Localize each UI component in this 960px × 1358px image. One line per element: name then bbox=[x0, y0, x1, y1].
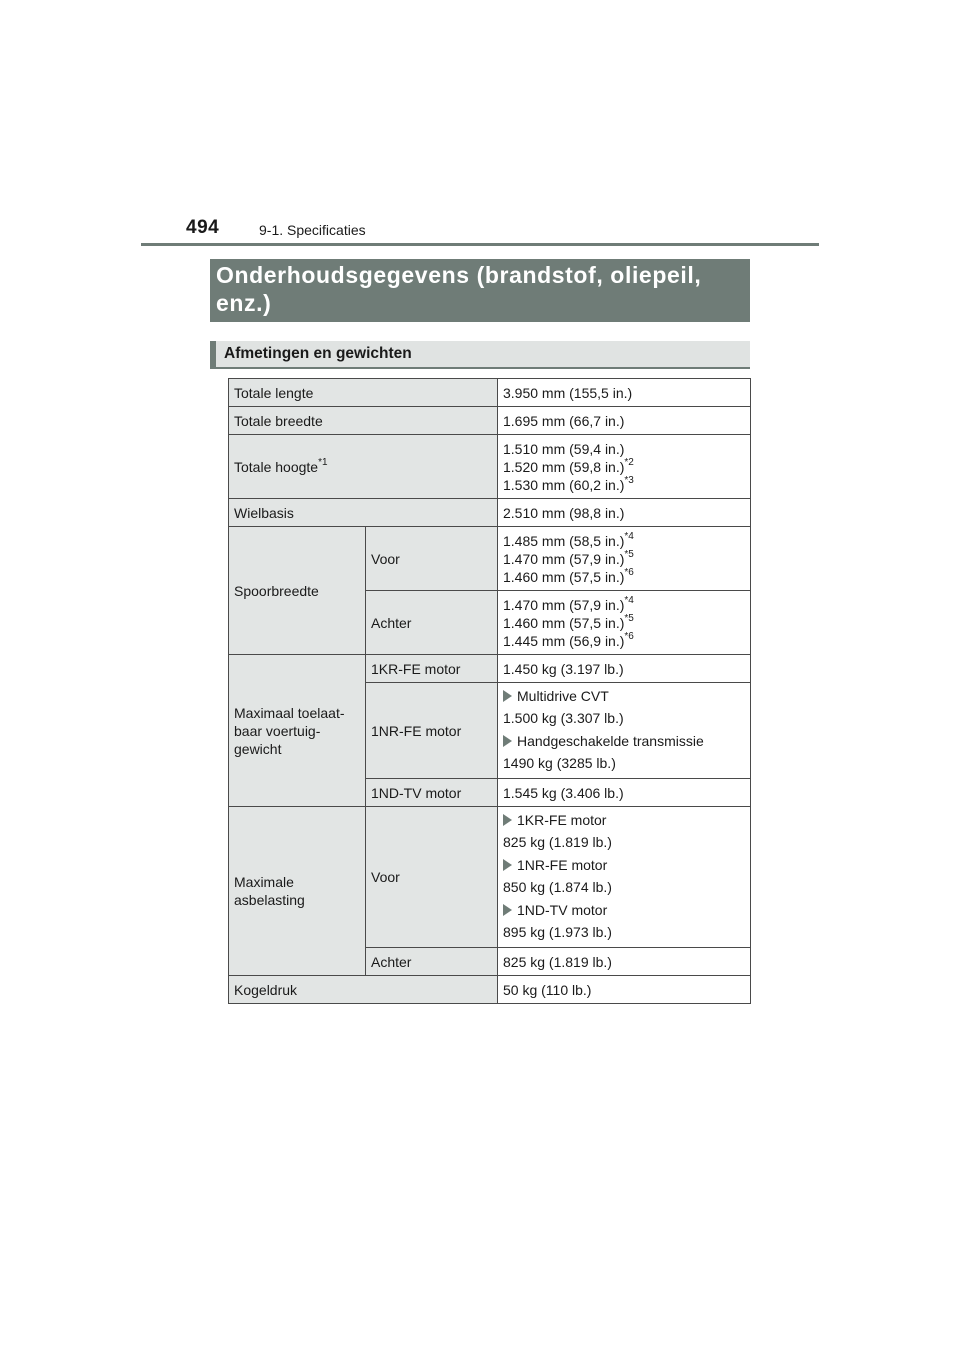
footnote-marker: *1 bbox=[318, 456, 328, 468]
group-label: Maximaal toelaat- baar voertuig- gewicht bbox=[229, 655, 366, 807]
footnote-marker: *3 bbox=[624, 474, 634, 486]
bullet-value: 1490 kg (3285 lb.) bbox=[503, 755, 616, 771]
value-line: 1.530 mm (60,2 in.)$^{*3}$ bbox=[503, 474, 634, 493]
header-divider bbox=[141, 243, 819, 246]
bullet-value: 825 kg (1.819 lb.) bbox=[503, 834, 612, 850]
footnote-marker: *2 bbox=[624, 456, 634, 468]
bullet-item: Multidrive CVT bbox=[503, 687, 745, 705]
value-line: 1.520 mm (59,8 in.)$^{*2}$ bbox=[503, 456, 634, 475]
row-sublabel: Voor bbox=[366, 807, 498, 948]
bullet-item: 1ND-TV motor bbox=[503, 901, 745, 919]
footnote-marker: *5 bbox=[624, 548, 634, 560]
value-line: 1.460 mm (57,5 in.)$^{*5}$ bbox=[503, 612, 634, 631]
row-value bbox=[498, 435, 751, 499]
row-value bbox=[498, 683, 751, 779]
bullet-value: 850 kg (1.874 lb.) bbox=[503, 879, 612, 895]
section-title: Onderhoudsgegevens (brandstof, oliepeil, enz.) bbox=[210, 259, 750, 322]
footnote-marker: *4 bbox=[624, 530, 634, 542]
row-sublabel: 1KR-FE motor bbox=[366, 655, 498, 683]
arrow-bullet-icon bbox=[503, 904, 512, 916]
row-label: Wielbasis bbox=[229, 499, 498, 527]
row-value: 3.950 mm (155,5 in.) bbox=[498, 379, 751, 407]
arrow-bullet-icon bbox=[503, 859, 512, 871]
table-row bbox=[229, 655, 751, 683]
value-line: 1.470 mm (57,9 in.)$^{*5}$ bbox=[503, 548, 634, 567]
table-row bbox=[229, 807, 751, 948]
footnote-marker: *4 bbox=[624, 594, 634, 606]
row-label: Totale lengte bbox=[229, 379, 498, 407]
bullet-value: 1.500 kg (3.307 lb.) bbox=[503, 710, 624, 726]
bullet-item: Handgeschakelde transmissie bbox=[503, 732, 745, 750]
row-sublabel: Achter bbox=[366, 591, 498, 655]
value-line: 1.510 mm (59,4 in.) bbox=[503, 440, 625, 457]
value-line: 1.445 mm (56,9 in.)$^{*6}$ bbox=[503, 630, 634, 649]
row-value: 825 kg (1.819 lb.) bbox=[498, 948, 751, 976]
table-row bbox=[229, 976, 751, 1004]
specifications-table bbox=[228, 378, 751, 1004]
value-line: 1.460 mm (57,5 in.)$^{*6}$ bbox=[503, 566, 634, 585]
section-reference: 9-1. Specificaties bbox=[259, 222, 366, 238]
row-sublabel: 1ND-TV motor bbox=[366, 779, 498, 807]
table-row bbox=[229, 527, 751, 591]
bullet-value: 895 kg (1.973 lb.) bbox=[503, 924, 612, 940]
row-label: Kogeldruk bbox=[229, 976, 498, 1004]
table-row bbox=[229, 499, 751, 527]
row-value: 1.545 kg (3.406 lb.) bbox=[498, 779, 751, 807]
label-text: Totale hoogte bbox=[234, 458, 319, 475]
group-label: Spoorbreedte bbox=[229, 527, 366, 655]
footnote-marker: *5 bbox=[624, 612, 634, 624]
value-line: 1.485 mm (58,5 in.)$^{*4}$ bbox=[503, 530, 634, 549]
row-label: Totale breedte bbox=[229, 407, 498, 435]
row-value bbox=[498, 591, 751, 655]
row-value: 2.510 mm (98,8 in.) bbox=[498, 499, 751, 527]
row-value: 1.695 mm (66,7 in.) bbox=[498, 407, 751, 435]
footnote-marker: *6 bbox=[624, 630, 634, 642]
row-label bbox=[229, 435, 498, 499]
arrow-bullet-icon bbox=[503, 735, 512, 747]
subsection-heading: Afmetingen en gewichten bbox=[210, 341, 750, 369]
arrow-bullet-icon bbox=[503, 814, 512, 826]
arrow-bullet-icon bbox=[503, 690, 512, 702]
bullet-item: 1KR-FE motor bbox=[503, 811, 745, 829]
page-number: 494 bbox=[186, 217, 220, 238]
row-value bbox=[498, 807, 751, 948]
row-sublabel: Achter bbox=[366, 948, 498, 976]
table-row bbox=[229, 379, 751, 407]
row-value: 50 kg (110 lb.) bbox=[498, 976, 751, 1004]
footnote-marker: *6 bbox=[624, 566, 634, 578]
row-value bbox=[498, 527, 751, 591]
bullet-item: 1NR-FE motor bbox=[503, 856, 745, 874]
value-line: 1.470 mm (57,9 in.)$^{*4}$ bbox=[503, 594, 634, 613]
table-row bbox=[229, 407, 751, 435]
table-row bbox=[229, 435, 751, 499]
row-sublabel: 1NR-FE motor bbox=[366, 683, 498, 779]
row-sublabel: Voor bbox=[366, 527, 498, 591]
row-value: 1.450 kg (3.197 lb.) bbox=[498, 655, 751, 683]
group-label: Maximale asbelasting bbox=[229, 807, 366, 976]
